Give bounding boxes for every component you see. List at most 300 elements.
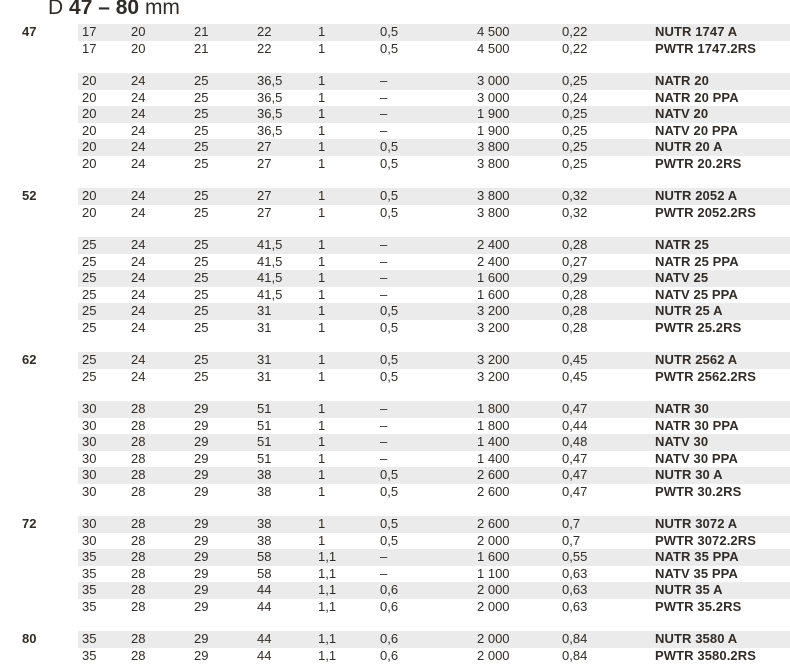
table-cell: 1 xyxy=(318,73,326,88)
table-cell: 0,63 xyxy=(562,565,588,581)
table-cell: 36,5 xyxy=(257,122,283,138)
table-cell: 0,5 xyxy=(380,319,399,335)
table-cell: 1 xyxy=(318,434,326,449)
row-stripe xyxy=(78,123,790,140)
table-cell: – xyxy=(380,122,388,138)
table-cell: 24 xyxy=(131,106,146,121)
designation-cell: PWTR 1747.2RS xyxy=(655,40,757,56)
table-row xyxy=(0,418,790,435)
row-stripe xyxy=(78,582,790,599)
row-stripe xyxy=(78,401,790,418)
table-row xyxy=(0,123,790,140)
table-cell: 28 xyxy=(131,532,146,548)
table-cell: 1 xyxy=(318,286,326,302)
table-cell: 28 xyxy=(131,582,146,597)
table-cell: 35 xyxy=(82,598,97,614)
designation-cell: NATR 35 PPA xyxy=(655,549,739,564)
outer-diameter-label xyxy=(0,533,78,550)
designation-cell: NUTR 3072 A xyxy=(655,516,738,531)
designation-cell: NATV 20 PPA xyxy=(655,122,738,138)
designation-cell: NATV 35 PPA xyxy=(655,565,738,581)
table-cell: 3 200 xyxy=(477,319,510,335)
table-row xyxy=(0,287,790,304)
table-cell: 0,28 xyxy=(562,319,588,335)
outer-diameter-label xyxy=(0,123,78,140)
table-cell: 3 200 xyxy=(477,303,510,318)
outer-diameter-label xyxy=(0,549,78,566)
table-cell: 1,1 xyxy=(318,549,337,564)
table-cell: 25 xyxy=(82,368,97,384)
designation-cell: NATV 30 xyxy=(655,434,709,449)
table-cell: 1 xyxy=(318,204,326,220)
table-cell: 38 xyxy=(257,467,272,482)
table-cell: 20 xyxy=(82,188,97,203)
table-cell: 0,22 xyxy=(562,24,588,39)
table-cell: 30 xyxy=(82,401,97,416)
table-cell: 0,63 xyxy=(562,598,588,614)
table-cell: 25 xyxy=(194,188,209,203)
table-cell: 0,28 xyxy=(562,237,588,252)
table-cell: 1 xyxy=(318,401,326,416)
table-cell: 1 xyxy=(318,303,326,318)
outer-diameter-label xyxy=(0,369,78,386)
table-cell: 0,5 xyxy=(380,24,399,39)
row-stripe xyxy=(78,254,790,271)
table-cell: 25 xyxy=(82,286,97,302)
table-cell: – xyxy=(380,286,388,302)
table-cell: 58 xyxy=(257,549,272,564)
table-cell: 2 600 xyxy=(477,483,510,499)
designation-cell: NUTR 35 A xyxy=(655,582,723,597)
table-cell: 1 xyxy=(318,483,326,499)
table-cell: 4 500 xyxy=(477,40,510,56)
table-cell: 58 xyxy=(257,565,272,581)
row-stripe xyxy=(78,156,790,173)
table-cell: 0,5 xyxy=(380,40,399,56)
table-cell: 0,5 xyxy=(380,467,399,482)
designation-cell: NUTR 25 A xyxy=(655,303,723,318)
size-range-heading xyxy=(48,0,790,21)
table-cell: 28 xyxy=(131,450,146,466)
outer-diameter-label: 72 xyxy=(22,516,37,531)
table-row xyxy=(0,90,790,107)
table-row xyxy=(0,41,790,58)
table-cell: 41,5 xyxy=(257,253,283,269)
table-cell: 3 800 xyxy=(477,204,510,220)
table-cell: 0,28 xyxy=(562,303,588,318)
table-cell: 21 xyxy=(194,40,209,56)
table-cell: – xyxy=(380,417,388,433)
table-cell: 51 xyxy=(257,434,272,449)
table-cell: 25 xyxy=(82,303,97,318)
designation-cell: PWTR 25.2RS xyxy=(655,319,742,335)
table-cell: 0,25 xyxy=(562,139,588,154)
designation-cell: PWTR 20.2RS xyxy=(655,155,742,171)
table-cell: – xyxy=(380,106,388,121)
table-cell: 0,32 xyxy=(562,188,588,203)
table xyxy=(0,24,790,664)
row-stripe xyxy=(78,369,790,386)
table-cell: 1 900 xyxy=(477,122,510,138)
table-cell: 29 xyxy=(194,417,209,433)
designation-cell: PWTR 30.2RS xyxy=(655,483,742,499)
table-cell: 38 xyxy=(257,516,272,531)
table-cell: 24 xyxy=(131,204,146,220)
table-cell: 2 000 xyxy=(477,532,510,548)
table-cell: 25 xyxy=(194,286,209,302)
table-cell: 0,7 xyxy=(562,516,581,531)
table-cell: 1 xyxy=(318,155,326,171)
table-cell: 29 xyxy=(194,549,209,564)
outer-diameter-label xyxy=(0,41,78,58)
row-stripe xyxy=(78,566,790,583)
table-cell: – xyxy=(380,237,388,252)
table-cell: 29 xyxy=(194,434,209,449)
designation-cell: PWTR 2562.2RS xyxy=(655,368,757,384)
table-cell: 0,47 xyxy=(562,467,588,482)
table-cell: – xyxy=(380,565,388,581)
table-row xyxy=(0,401,790,418)
table-block xyxy=(0,73,790,172)
designation-cell: NUTR 20 A xyxy=(655,139,723,154)
designation-cell: NUTR 2562 A xyxy=(655,352,738,367)
table-row xyxy=(0,303,790,320)
table-cell: 36,5 xyxy=(257,89,283,105)
table-cell: 1 800 xyxy=(477,417,510,433)
table-cell: 1 900 xyxy=(477,106,510,121)
table-cell: 35 xyxy=(82,549,97,564)
table-cell: 20 xyxy=(131,24,146,39)
table-cell: 0,48 xyxy=(562,434,588,449)
table-cell: 1 400 xyxy=(477,434,510,449)
table-cell: 1 100 xyxy=(477,565,510,581)
outer-diameter-label xyxy=(0,401,78,418)
table-cell: 0,22 xyxy=(562,40,588,56)
table-cell: 30 xyxy=(82,516,97,531)
table-cell: 0,27 xyxy=(562,253,588,269)
table-cell: 0,47 xyxy=(562,483,588,499)
table-cell: 0,5 xyxy=(380,204,399,220)
table-cell: 35 xyxy=(82,631,97,646)
table-cell: 0,6 xyxy=(380,631,399,646)
outer-diameter-label xyxy=(0,648,78,665)
table-cell: 30 xyxy=(82,483,97,499)
row-stripe xyxy=(78,418,790,435)
table-cell: 24 xyxy=(131,303,146,318)
row-stripe xyxy=(78,270,790,287)
table-cell: 1 xyxy=(318,237,326,252)
table-cell: 0,24 xyxy=(562,89,588,105)
table-cell: 29 xyxy=(194,450,209,466)
table-row xyxy=(0,254,790,271)
table-cell: 1 600 xyxy=(477,270,510,285)
table-cell: 0,29 xyxy=(562,270,588,285)
table-cell: 28 xyxy=(131,516,146,531)
table-cell: 24 xyxy=(131,237,146,252)
table-row xyxy=(0,188,790,205)
table-row xyxy=(0,451,790,468)
table-cell: 31 xyxy=(257,352,272,367)
table-cell: 30 xyxy=(82,532,97,548)
table-cell: 1 xyxy=(318,24,326,39)
table-cell: 51 xyxy=(257,401,272,416)
outer-diameter-label xyxy=(0,320,78,337)
row-stripe xyxy=(78,599,790,616)
table-cell: – xyxy=(380,253,388,269)
row-stripe xyxy=(78,320,790,337)
table-cell: 1,1 xyxy=(318,582,337,597)
table-cell: 0,5 xyxy=(380,188,399,203)
table-cell: 35 xyxy=(82,582,97,597)
row-stripe xyxy=(78,106,790,123)
table-cell: 1 xyxy=(318,319,326,335)
outer-diameter-label xyxy=(0,139,78,156)
outer-diameter-label: 47 xyxy=(22,24,37,39)
table-cell: 22 xyxy=(257,24,272,39)
table-cell: 20 xyxy=(82,155,97,171)
table-block xyxy=(0,352,790,385)
table-cell: 0,5 xyxy=(380,352,399,367)
table-cell: 29 xyxy=(194,631,209,646)
table-row xyxy=(0,139,790,156)
designation-cell: NATV 20 xyxy=(655,106,709,121)
table-cell: 2 000 xyxy=(477,598,510,614)
table-row xyxy=(0,467,790,484)
table-row xyxy=(0,434,790,451)
table-cell: 1,1 xyxy=(318,565,337,581)
row-stripe xyxy=(78,41,790,58)
table-cell: 2 000 xyxy=(477,582,510,597)
designation-cell: NUTR 2052 A xyxy=(655,188,738,203)
row-stripe xyxy=(78,188,790,205)
table-cell: 44 xyxy=(257,647,272,663)
table-cell: 25 xyxy=(194,270,209,285)
table-cell: 20 xyxy=(82,204,97,220)
table-row xyxy=(0,156,790,173)
table-cell: 51 xyxy=(257,417,272,433)
table-row xyxy=(0,516,790,533)
table-cell: 24 xyxy=(131,73,146,88)
table-cell: 3 000 xyxy=(477,73,510,88)
table-row xyxy=(0,352,790,369)
row-stripe xyxy=(78,484,790,501)
row-stripe xyxy=(78,467,790,484)
table-cell: 0,47 xyxy=(562,450,588,466)
table-cell: 1 xyxy=(318,253,326,269)
table-cell: 1 400 xyxy=(477,450,510,466)
table-cell: 29 xyxy=(194,516,209,531)
table-block xyxy=(0,516,790,615)
table-cell: 29 xyxy=(194,582,209,597)
table-cell: 38 xyxy=(257,483,272,499)
outer-diameter-label xyxy=(0,434,78,451)
table-cell: 29 xyxy=(194,401,209,416)
table-cell: 1 xyxy=(318,467,326,482)
row-stripe xyxy=(78,352,790,369)
table-cell: 2 600 xyxy=(477,467,510,482)
table-cell: 29 xyxy=(194,467,209,482)
table-cell: 17 xyxy=(82,24,97,39)
table-cell: 30 xyxy=(82,467,97,482)
designation-cell: NUTR 30 A xyxy=(655,467,723,482)
table-cell: 0,5 xyxy=(380,532,399,548)
table-cell: 1,1 xyxy=(318,647,337,663)
table-cell: 22 xyxy=(257,40,272,56)
table-row xyxy=(0,320,790,337)
table-cell: 0,63 xyxy=(562,582,588,597)
table-cell: 24 xyxy=(131,352,146,367)
row-stripe xyxy=(78,451,790,468)
table-cell: 0,5 xyxy=(380,303,399,318)
table-cell: 31 xyxy=(257,303,272,318)
table-cell: 0,45 xyxy=(562,368,588,384)
table-cell: 25 xyxy=(194,204,209,220)
table-cell: 27 xyxy=(257,139,272,154)
outer-diameter-label: 80 xyxy=(22,631,37,646)
table-row xyxy=(0,369,790,386)
table-cell: 25 xyxy=(194,139,209,154)
table-cell: 29 xyxy=(194,532,209,548)
table-cell: 1 xyxy=(318,352,326,367)
table-cell: 30 xyxy=(82,450,97,466)
table-cell: – xyxy=(380,434,388,449)
designation-cell: NATR 20 PPA xyxy=(655,89,739,105)
table-cell: 25 xyxy=(82,319,97,335)
table-cell: 24 xyxy=(131,368,146,384)
table-cell: – xyxy=(380,89,388,105)
table-row xyxy=(0,73,790,90)
row-stripe xyxy=(78,303,790,320)
table-cell: 25 xyxy=(194,122,209,138)
designation-cell: NATR 20 xyxy=(655,73,709,88)
table-cell: – xyxy=(380,549,388,564)
table-cell: 1 xyxy=(318,106,326,121)
table-cell: 0,45 xyxy=(562,352,588,367)
designation-cell: NUTR 3580 A xyxy=(655,631,738,646)
table-cell: 38 xyxy=(257,532,272,548)
outer-diameter-label xyxy=(0,484,78,501)
table-cell: 1 600 xyxy=(477,286,510,302)
outer-diameter-label xyxy=(0,270,78,287)
title-unit: mm xyxy=(144,0,180,19)
table-cell: 2 000 xyxy=(477,647,510,663)
table-cell: 1 xyxy=(318,516,326,531)
table-cell: 29 xyxy=(194,598,209,614)
table-cell: 36,5 xyxy=(257,73,283,88)
table-cell: 1 xyxy=(318,89,326,105)
table-cell: 27 xyxy=(257,155,272,171)
designation-cell: PWTR 3072.2RS xyxy=(655,532,757,548)
row-stripe xyxy=(78,287,790,304)
outer-diameter-label xyxy=(0,303,78,320)
table-cell: 24 xyxy=(131,139,146,154)
table-cell: 0,5 xyxy=(380,516,399,531)
outer-diameter-label xyxy=(0,90,78,107)
table-cell: 25 xyxy=(194,237,209,252)
table-cell: 44 xyxy=(257,631,272,646)
table-cell: 1 xyxy=(318,450,326,466)
table-cell: 35 xyxy=(82,647,97,663)
table-cell: 25 xyxy=(194,253,209,269)
table-cell: 0,44 xyxy=(562,417,588,433)
row-stripe xyxy=(78,549,790,566)
table-cell: 25 xyxy=(194,155,209,171)
table-cell: 1 xyxy=(318,270,326,285)
table-row xyxy=(0,648,790,665)
table-block xyxy=(0,188,790,221)
designation-cell: NATR 30 xyxy=(655,401,709,416)
table-cell: 25 xyxy=(194,73,209,88)
outer-diameter-label xyxy=(0,156,78,173)
table-cell: 1 600 xyxy=(477,549,510,564)
table-cell: 27 xyxy=(257,204,272,220)
row-stripe xyxy=(78,139,790,156)
table-row xyxy=(0,106,790,123)
outer-diameter-label xyxy=(0,599,78,616)
outer-diameter-label xyxy=(0,566,78,583)
table-cell: 25 xyxy=(194,352,209,367)
table-cell: 0,5 xyxy=(380,139,399,154)
table-cell: 31 xyxy=(257,319,272,335)
table-cell: – xyxy=(380,401,388,416)
table-cell: 0,6 xyxy=(380,647,399,663)
table-cell: 1 xyxy=(318,532,326,548)
outer-diameter-label xyxy=(0,418,78,435)
outer-diameter-label xyxy=(0,106,78,123)
table-cell: 35 xyxy=(82,565,97,581)
outer-diameter-label xyxy=(0,467,78,484)
table-cell: 2 000 xyxy=(477,631,510,646)
table-cell: 24 xyxy=(131,253,146,269)
table-cell: 41,5 xyxy=(257,270,283,285)
table-cell: 25 xyxy=(82,352,97,367)
table-cell: 24 xyxy=(131,286,146,302)
outer-diameter-label xyxy=(0,73,78,90)
table-cell: 20 xyxy=(82,73,97,88)
table-cell: 25 xyxy=(194,89,209,105)
table-cell: 0,5 xyxy=(380,483,399,499)
table-cell: 3 200 xyxy=(477,368,510,384)
table-cell: 20 xyxy=(82,89,97,105)
row-stripe xyxy=(78,516,790,533)
table-cell: 0,25 xyxy=(562,73,588,88)
table-cell: 24 xyxy=(131,270,146,285)
title-prefix: D xyxy=(48,0,64,19)
table-cell: 28 xyxy=(131,647,146,663)
row-stripe xyxy=(78,24,790,41)
table-row xyxy=(0,237,790,254)
table-cell: 51 xyxy=(257,450,272,466)
table-cell: 36,5 xyxy=(257,106,283,121)
designation-cell: NATR 25 PPA xyxy=(655,253,739,269)
designation-cell: NUTR 1747 A xyxy=(655,24,738,39)
designation-cell: PWTR 2052.2RS xyxy=(655,204,757,220)
table-cell: 0,25 xyxy=(562,155,588,171)
table-row xyxy=(0,24,790,41)
table-cell: – xyxy=(380,73,388,88)
table-cell: 20 xyxy=(82,106,97,121)
table-cell: 28 xyxy=(131,417,146,433)
designation-cell: NATR 30 PPA xyxy=(655,417,739,433)
table-cell: 24 xyxy=(131,188,146,203)
table-cell: 0,6 xyxy=(380,582,399,597)
row-stripe xyxy=(78,90,790,107)
table-cell: 28 xyxy=(131,565,146,581)
designation-cell: NATV 30 PPA xyxy=(655,450,738,466)
table-cell: 1 800 xyxy=(477,401,510,416)
table-cell: 25 xyxy=(194,106,209,121)
table-cell: 28 xyxy=(131,598,146,614)
